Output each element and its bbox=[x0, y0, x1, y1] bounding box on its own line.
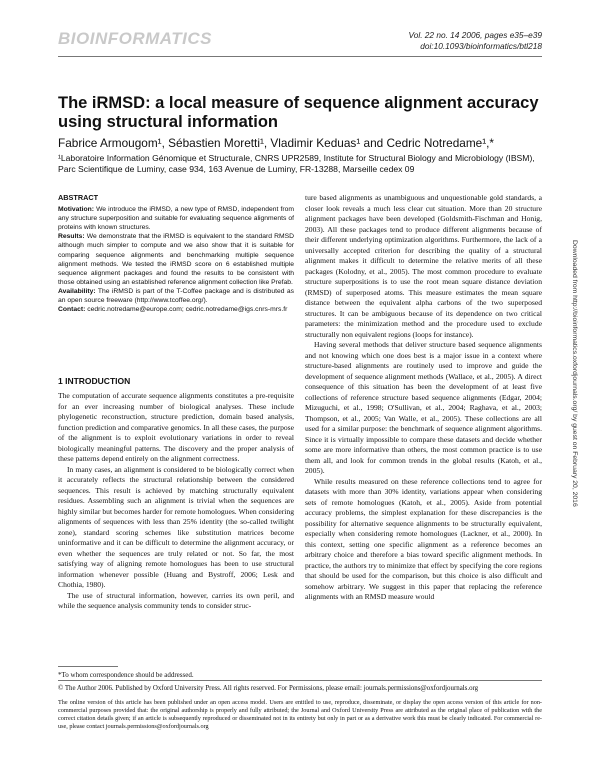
paragraph: The use of structural information, however, carries its own peril, and while the sequence analysis community tends to consider struc- bbox=[58, 590, 294, 610]
contact-text: cedric.notredame@europe.com; cedric.notredame@igs.cnrs-mrs.fr bbox=[87, 306, 288, 314]
affiliation: ¹Laboratoire Information Génomique et Structurale, CNRS UPR2589, Institute for Structural Biology and Microbiology (IBSM), Parc Scientifique de Luminy, case 934, 163 Avenue de Luminy, FR-13288, Marseille cedex 09 bbox=[58, 153, 535, 174]
abstract bbox=[58, 193, 294, 314]
copyright-notice: © The Author 2006. Published by Oxford University Press. All rights reserved. For Permissions, please email: journals.permissions@oxfordjournals.org bbox=[58, 685, 479, 692]
abstract-availability bbox=[58, 287, 294, 305]
abstract-contact bbox=[58, 305, 294, 314]
results-text: We demonstrate that the iRMSD is equivalent to the standard RMSD although much simpler to compute and we also show that it is suitable for comparing sequence alignments and benchmarking multiple sequence alignment methods. We tested the iRMSD score on 6 established multiple sequence alignment packages and found the results to be consistent with those obtained using an established reference alignment collection like Prefab. bbox=[58, 233, 294, 286]
paragraph: While results measured on these reference collections tend to agree for datasets with more than 30% identity, variations appear when considering sets of remote homologues (Katoh, et al., 2005). Aside from potential accuracy problems, the simplest explanation for these discrepancies is the possibility for alternative sequence alignments to be structurally equivalent, especially when considering remote homologues (Lackner, et al., 2000). In this context, setting one specific alignment as a reference becomes an arbitrary choice and therefore a bias toward specific alignment methods. In practice, the authors try to minimize that effect by specifying the core regions that should be used for the comparison, but this choice is also difficult and somehow arbitrary. We suggest in this paper that replacing the reference alignments with an RMSD measure would bbox=[305, 476, 542, 601]
left-column-body bbox=[58, 391, 294, 612]
footnote: *To whom correspondence should be addressed. bbox=[58, 671, 194, 679]
download-watermark-text: Downloaded from http://bioinformatics.oxfordjournals.org/ by guest on February 20, 2016 bbox=[571, 240, 578, 507]
motivation-label: Motivation: bbox=[58, 206, 94, 214]
abstract-results bbox=[58, 232, 294, 287]
contact-label: Contact: bbox=[58, 306, 86, 314]
paragraph: ture based alignments as unambiguous and unquestionable gold standards, a closer look reveals a much less clear cut situation. More than 20 structure alignment packages have been developed (Goldsmith-Fischman and Honig, 2003). All these packages tend to produce different alignments because of their different underlying optimization algorithms. Furthermore, the lack of a universally accepted criterion for describing the quality of a structural alignment makes it difficult to determine the relative merits of all these packages (Kolodny, et al., 2005). The most common procedure to evaluate structure superpositions is to use the root mean square distance deviation (RMSD) of superposed atoms. This measure estimates the mean square distance between the equivalent alpha carbons of the two superposed structures. It can be ambiguous because of its dependence on two critical parameters: the minimization method and the procedure used to exclude structurally non equivalent regions (loops for instance). bbox=[305, 193, 542, 339]
doi-line: doi:10.1093/bioinformatics/btl218 bbox=[420, 41, 542, 51]
footer-rule bbox=[58, 680, 542, 681]
results-label: Results: bbox=[58, 233, 85, 241]
citation-info bbox=[409, 30, 542, 52]
right-column-body bbox=[305, 193, 542, 603]
volume-line: Vol. 22 no. 14 2006, pages e35–e39 bbox=[408, 30, 542, 40]
download-watermark bbox=[568, 240, 582, 540]
header-rule bbox=[58, 56, 542, 57]
paragraph: In many cases, an alignment is considered to be biologically correct when it accurately reflects the structural relationship between the considered sequences. This result is achieved by matching structurally equivalent residues. Assembling such an alignment is trivial when the sequences are highly similar but becomes harder for remote homologues. When considering alignments of sequences with less than 25% identity (the so-called twilight zone), standard scoring schemes like substitution matrices become uninformative and it can be difficult to determine the alignment accuracy, or even whether the sequences are truly related or not. So far, the most satisfying way of aligning remote homologues has been to use structural information whenever possible (Huang and Bystroff, 2006; Lesk and Chothia, 1980). bbox=[58, 464, 294, 589]
footnote-rule bbox=[58, 666, 118, 667]
abstract-heading: ABSTRACT bbox=[58, 193, 99, 202]
abstract-motivation bbox=[58, 205, 294, 232]
availability-text: The iRMSD is part of the T-Coffee package and is distributed as an open source freeware (http://www.tcoffee.org/). bbox=[58, 287, 294, 305]
author-list: Fabrice Armougom¹, Sébastien Moretti¹, Vladimir Keduas¹ and Cedric Notredame¹,* bbox=[58, 136, 495, 150]
article-title: The iRMSD: a local measure of sequence alignment accuracy using structural information bbox=[58, 94, 539, 131]
availability-label: Availability: bbox=[58, 287, 96, 295]
paragraph: The computation of accurate sequence alignments constitutes a pre-requisite for an ever increasing number of biological analyses. These include phylogenetic reconstruction, structure prediction, domain based analysis, function prediction and comparative genomics. In all these cases, the purpose of the alignment is to exploit evolutionary variations in order to reveal biologically meaningful patterns. The discovery and the proper analysis of these patterns depend entirely on the alignment correctness. bbox=[58, 391, 294, 463]
section-heading-introduction: 1 INTRODUCTION bbox=[58, 376, 131, 386]
license-notice: The online version of this article has been published under an open access model. Users are entitled to use, reproduce, disseminate, or display the open access version of this article for non-commercial purposes provided that: the original authorship is properly and fully attributed; the Journal and Oxford University Press are attributed as the original place of publication with the correct citation details given; if an article is subsequently reproduced or disseminated not in its entirety but only in part or as a derivative work this must be clearly indicated. For commercial re-use, please contact journals.permissions@oxfordjournals.org bbox=[58, 699, 542, 731]
paragraph: Having several methods that deliver structure based sequence alignments and not knowing which one does best is a major issue in a context where structure-based alignments are routinely used to improve and guide the development of sequence alignment methods (Wallace, et al., 2005). A direct consequence of this situation has been the development of at least five collections of reference structure based sequence alignments (Edgar, 2004; Mizuguchi, et al., 1998; O'Sullivan, et al., 2004; Raghava, et al., 2003; Thompson, et al., 2005; Van Walle, et al., 2005). These collections are all used for a similar purpose: the benchmark of sequence alignment algorithms. Since it is virtually impossible to compare these datasets and decide whether some are more informative than others, the most common practice is to use them all, and look for common trends in the global results (Katoh, et al., 2005). bbox=[305, 340, 542, 475]
journal-name: BIOINFORMATICS bbox=[58, 29, 213, 48]
motivation-text: We introduce the iRMSD, a new type of RMSD, independent from any structure superposition and suitable for evaluating sequence alignments of proteins with known structures. bbox=[58, 206, 294, 232]
